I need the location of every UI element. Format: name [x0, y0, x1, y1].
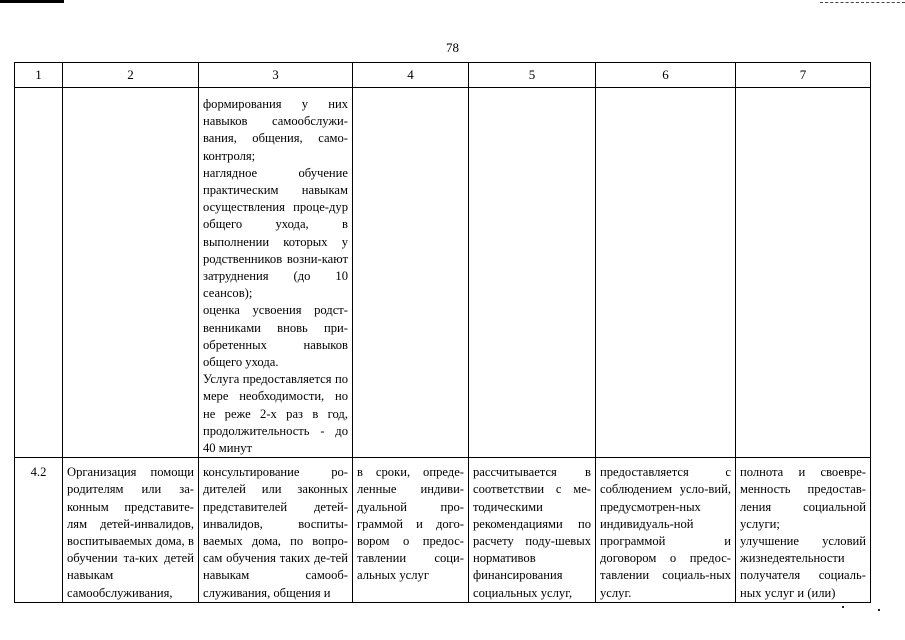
scan-corner-mark: [0, 0, 64, 3]
cell-paragraph: Услуга предоставляется по мере необходимости, но не реже 2-х раз в год, продолжительность - до 40 минут: [203, 372, 348, 456]
cell-paragraph: формирования у них навыков самообслужи-вания, общения, само-контроля;: [203, 97, 348, 163]
row-number-cell: [15, 458, 63, 603]
table-cell: [596, 88, 736, 458]
table-cell: [199, 88, 353, 458]
cell-paragraph: оценка усвоения родст-венниками вновь при-обретенных навыков общего ухода.: [203, 303, 348, 370]
table-row: [15, 88, 871, 458]
table-cell: [469, 88, 596, 458]
table-header-row: [15, 63, 871, 88]
scan-corner-mark: [820, 2, 905, 5]
column-header: 1: [15, 63, 63, 88]
table-cell: [63, 458, 199, 603]
scan-speck: [842, 606, 844, 608]
table-cell: [15, 88, 63, 458]
column-header: 4: [353, 63, 469, 88]
service-conditions: предоставляется с соблюдением усло-вий, предусмотрен-ных индивидуаль-ной программой и договором о предос-тавлении социаль-ных услуг.: [600, 465, 731, 600]
services-table: [14, 62, 871, 603]
quality-indicator: улучшение условий жизнедеятельности получателя социаль-ных услуг и (или): [740, 534, 866, 600]
table-cell: [353, 458, 469, 603]
service-name: Организация помощи родителям или за-конным представите-лям детей-инвалидов, воспитываемых дома, в обучении та-ких детей навыкам самообслуживания,: [67, 465, 194, 600]
table-cell: [63, 88, 199, 458]
column-header: 3: [199, 63, 353, 88]
table-cell: [736, 458, 871, 603]
service-terms: в сроки, опреде-ленные индиви-дуальной про-граммой и дого-вором о предос-тавлении соци-альных услуг: [357, 465, 464, 583]
table-cell: [353, 88, 469, 458]
table-cell: [469, 458, 596, 603]
scan-speck: [878, 609, 880, 611]
table-row: [15, 458, 871, 603]
column-header: 7: [736, 63, 871, 88]
table-cell: [596, 458, 736, 603]
table-cell: [199, 458, 353, 603]
quality-indicator: полнота и своевре-менность предостав-ления социальной услуги;: [740, 465, 866, 531]
service-tariff: рассчитывается в соответствии с ме-тодическими рекомендациями по расчету поду-шевых нормативов финансирования социальных услуг,: [473, 465, 591, 600]
table-cell: [736, 88, 871, 458]
row-number: 4.2: [30, 465, 47, 480]
column-header: 5: [469, 63, 596, 88]
cell-paragraph: наглядное обучение практическим навыкам осуществления проце-дур общего ухода, в выполнении которых у родственников возни-кают затруднения (до 10 сеансов);: [203, 165, 348, 301]
column-header: 6: [596, 63, 736, 88]
column-header: 2: [63, 63, 199, 88]
service-description: консультирование ро-дителей или законных представителей детей-инвалидов, воспиты-ваемых дома, по вопро-сам обучения таких де-тей навыкам самооб-служивания, общения и: [203, 465, 348, 600]
services-table-wrapper: [14, 62, 870, 600]
page-number: 78: [446, 40, 459, 55]
